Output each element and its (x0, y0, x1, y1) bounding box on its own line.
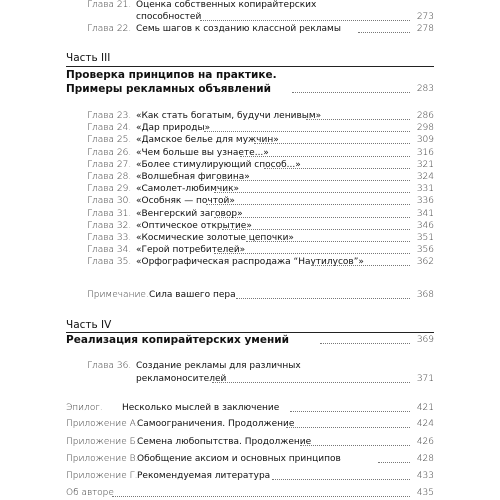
toc-entry (0, 436, 500, 449)
dot-leader (358, 20, 410, 33)
toc-entry-label: Глава 25. (87, 135, 132, 146)
toc-entry-title: рекламоносителей (136, 374, 227, 384)
dot-leader (216, 168, 410, 181)
toc-entry-label: Глава 24. (87, 123, 132, 134)
toc-entry-title: «Дар природы» (136, 123, 211, 134)
toc-entry-page: 368 (416, 290, 434, 300)
toc-entry-label: Об авторе (66, 488, 114, 498)
toc-entry (0, 487, 500, 500)
toc-entry-page: 435 (416, 488, 434, 498)
toc-entry-label: Глава 28. (87, 172, 132, 182)
dot-leader (214, 180, 410, 193)
toc-entry-title: Обобщение аксиом и основных принципов (137, 454, 341, 464)
toc-entry-label: Глава 29. (87, 184, 132, 195)
toc-entry-page: 362 (416, 257, 434, 268)
toc-entry-page: 428 (416, 454, 434, 464)
dot-leader (112, 484, 410, 497)
dot-leader (254, 131, 410, 144)
toc-entry (0, 147, 500, 160)
dot-leader (272, 467, 410, 480)
toc-entry-label: Примечание. (87, 290, 149, 300)
dot-leader (320, 330, 410, 344)
toc-entry-title: Сила вашего пера (149, 290, 236, 300)
toc-entry-label: Глава 34. (87, 245, 132, 256)
toc-entry-title: способностей (136, 12, 202, 22)
toc-entry-page: 433 (416, 471, 434, 481)
toc-entry-title: «Оптическое открытие» (136, 220, 252, 231)
toc-entry-title: Рекомендуемая литература (137, 471, 271, 481)
toc-entry-label: Приложение А. (66, 419, 139, 429)
dot-leader (236, 286, 410, 299)
toc-entry-title: «Орфографическая распродажа “Наутилусов”» (136, 257, 364, 268)
dot-leader (290, 399, 410, 412)
toc-entry-page: 341 (416, 208, 434, 219)
toc-entry-title: «Венгерский заговор» (136, 208, 243, 219)
toc-entry (0, 244, 500, 257)
part-4-label: Часть IV (66, 319, 112, 331)
toc-entry-page: 426 (416, 437, 434, 447)
toc-entry (0, 122, 500, 135)
toc-entry-page: 321 (416, 159, 434, 170)
part-3-title-line-2: Примеры рекламных объявлений (66, 83, 271, 95)
toc-entry-title: Самоограничения. Продолжение (137, 419, 295, 429)
part-3-label: Часть III (66, 52, 111, 64)
toc-entry-title: Создание рекламы для различных (136, 361, 301, 371)
dot-leader (286, 415, 410, 428)
toc-entry-title: «Более стимулирующий способ...» (136, 159, 301, 170)
toc-entry-label: Глава 26. (87, 147, 132, 158)
toc-entry-title: Оценка собственных копирайтерских (136, 0, 317, 10)
toc-entry-page: 324 (416, 172, 434, 182)
toc-entry-chapter-22 (0, 23, 500, 36)
toc-entry-chapter-36-cont (0, 373, 500, 386)
toc-entry-label: Глава 36. (87, 361, 132, 371)
toc-entry-label: Глава 35. (87, 257, 132, 268)
toc-entry (0, 402, 500, 415)
dot-leader (206, 192, 410, 205)
toc-entry-page: 331 (416, 184, 434, 195)
toc-entry-title: «Самолет-любимчик» (136, 184, 240, 195)
toc-entry-page: 273 (416, 12, 434, 22)
toc-entry-label: Эпилог. (66, 403, 103, 413)
toc-entry-label: Глава 32. (87, 220, 132, 231)
dot-leader (306, 107, 410, 120)
part-3-page: 283 (416, 84, 434, 94)
toc-entry-title: «Как стать богатым, будучи ленивым» (136, 111, 322, 121)
toc-entry-page: 421 (416, 403, 434, 413)
dot-leader (204, 119, 410, 132)
toc-entry-note (0, 289, 500, 302)
dot-leader (300, 433, 410, 446)
toc-entry-page: 356 (416, 245, 434, 256)
dot-leader (378, 450, 410, 463)
toc-entry-page: 424 (416, 419, 434, 429)
part-3-title-line-1: Проверка принципов на практике. (66, 69, 277, 81)
toc-entry-title: «Дамское белье для мужчин» (136, 135, 279, 146)
toc-entry-label: Глава 23. (87, 111, 132, 121)
toc-entry-title: «Герой потребителей» (136, 245, 246, 256)
toc-entry-title: «Чем больше вы узнаете...» (136, 147, 269, 158)
toc-entry (0, 256, 500, 269)
toc-entry-title: «Особняк — почтой» (136, 196, 235, 207)
dot-leader (264, 156, 410, 169)
dot-leader (312, 253, 410, 266)
toc-entry-label: Глава 30. (87, 196, 132, 207)
part-3-title-row (0, 82, 500, 96)
toc-entry-page: 286 (416, 111, 434, 121)
toc-entry-page: 371 (416, 374, 434, 384)
toc-entry-label: Глава 33. (87, 233, 132, 243)
dot-leader (222, 217, 410, 230)
dot-leader (246, 229, 410, 242)
toc-entry-title: Несколько мыслей в заключение (122, 403, 280, 413)
dot-leader (214, 241, 410, 254)
toc-entry-label: Глава 21. (87, 0, 132, 10)
toc-entry-page: 298 (416, 123, 434, 134)
part-4-title-row (0, 333, 500, 347)
toc-entry-label: Глава 31. (87, 208, 132, 219)
toc-entry-page: 278 (416, 24, 434, 34)
toc-entry-label: Приложение Г. (66, 471, 138, 481)
toc-entry-page: 316 (416, 147, 434, 158)
toc-entry (0, 418, 500, 431)
toc-entry-title: «Волшебная фиговина» (136, 172, 250, 182)
toc-entry-page: 336 (416, 196, 434, 207)
part-4-title: Реализация копирайтерских умений (66, 334, 289, 346)
dot-leader (214, 205, 410, 218)
toc-entry-label: Глава 22. (87, 24, 132, 34)
toc-entry (0, 470, 500, 483)
toc-entry (0, 453, 500, 466)
part-3-rule (66, 66, 434, 67)
toc-entry-label: Приложение В. (66, 454, 139, 464)
toc-entry-label: Приложение Б. (66, 437, 139, 447)
toc-entry-label: Глава 27. (87, 159, 132, 170)
toc-entry-title: «Космические золотые цепочки» (136, 233, 294, 243)
dot-leader (292, 79, 410, 93)
dot-leader (240, 144, 410, 157)
toc-entry-title: Семена любопытства. Продолжение (137, 437, 312, 447)
dot-leader (212, 370, 410, 383)
toc-entry-title: Семь шагов к созданию классной рекламы (136, 24, 341, 34)
toc-entry-page: 309 (416, 135, 434, 146)
toc-entry-page: 346 (416, 220, 434, 231)
toc-entry-page: 351 (416, 233, 434, 243)
part-4-page: 369 (416, 335, 434, 345)
